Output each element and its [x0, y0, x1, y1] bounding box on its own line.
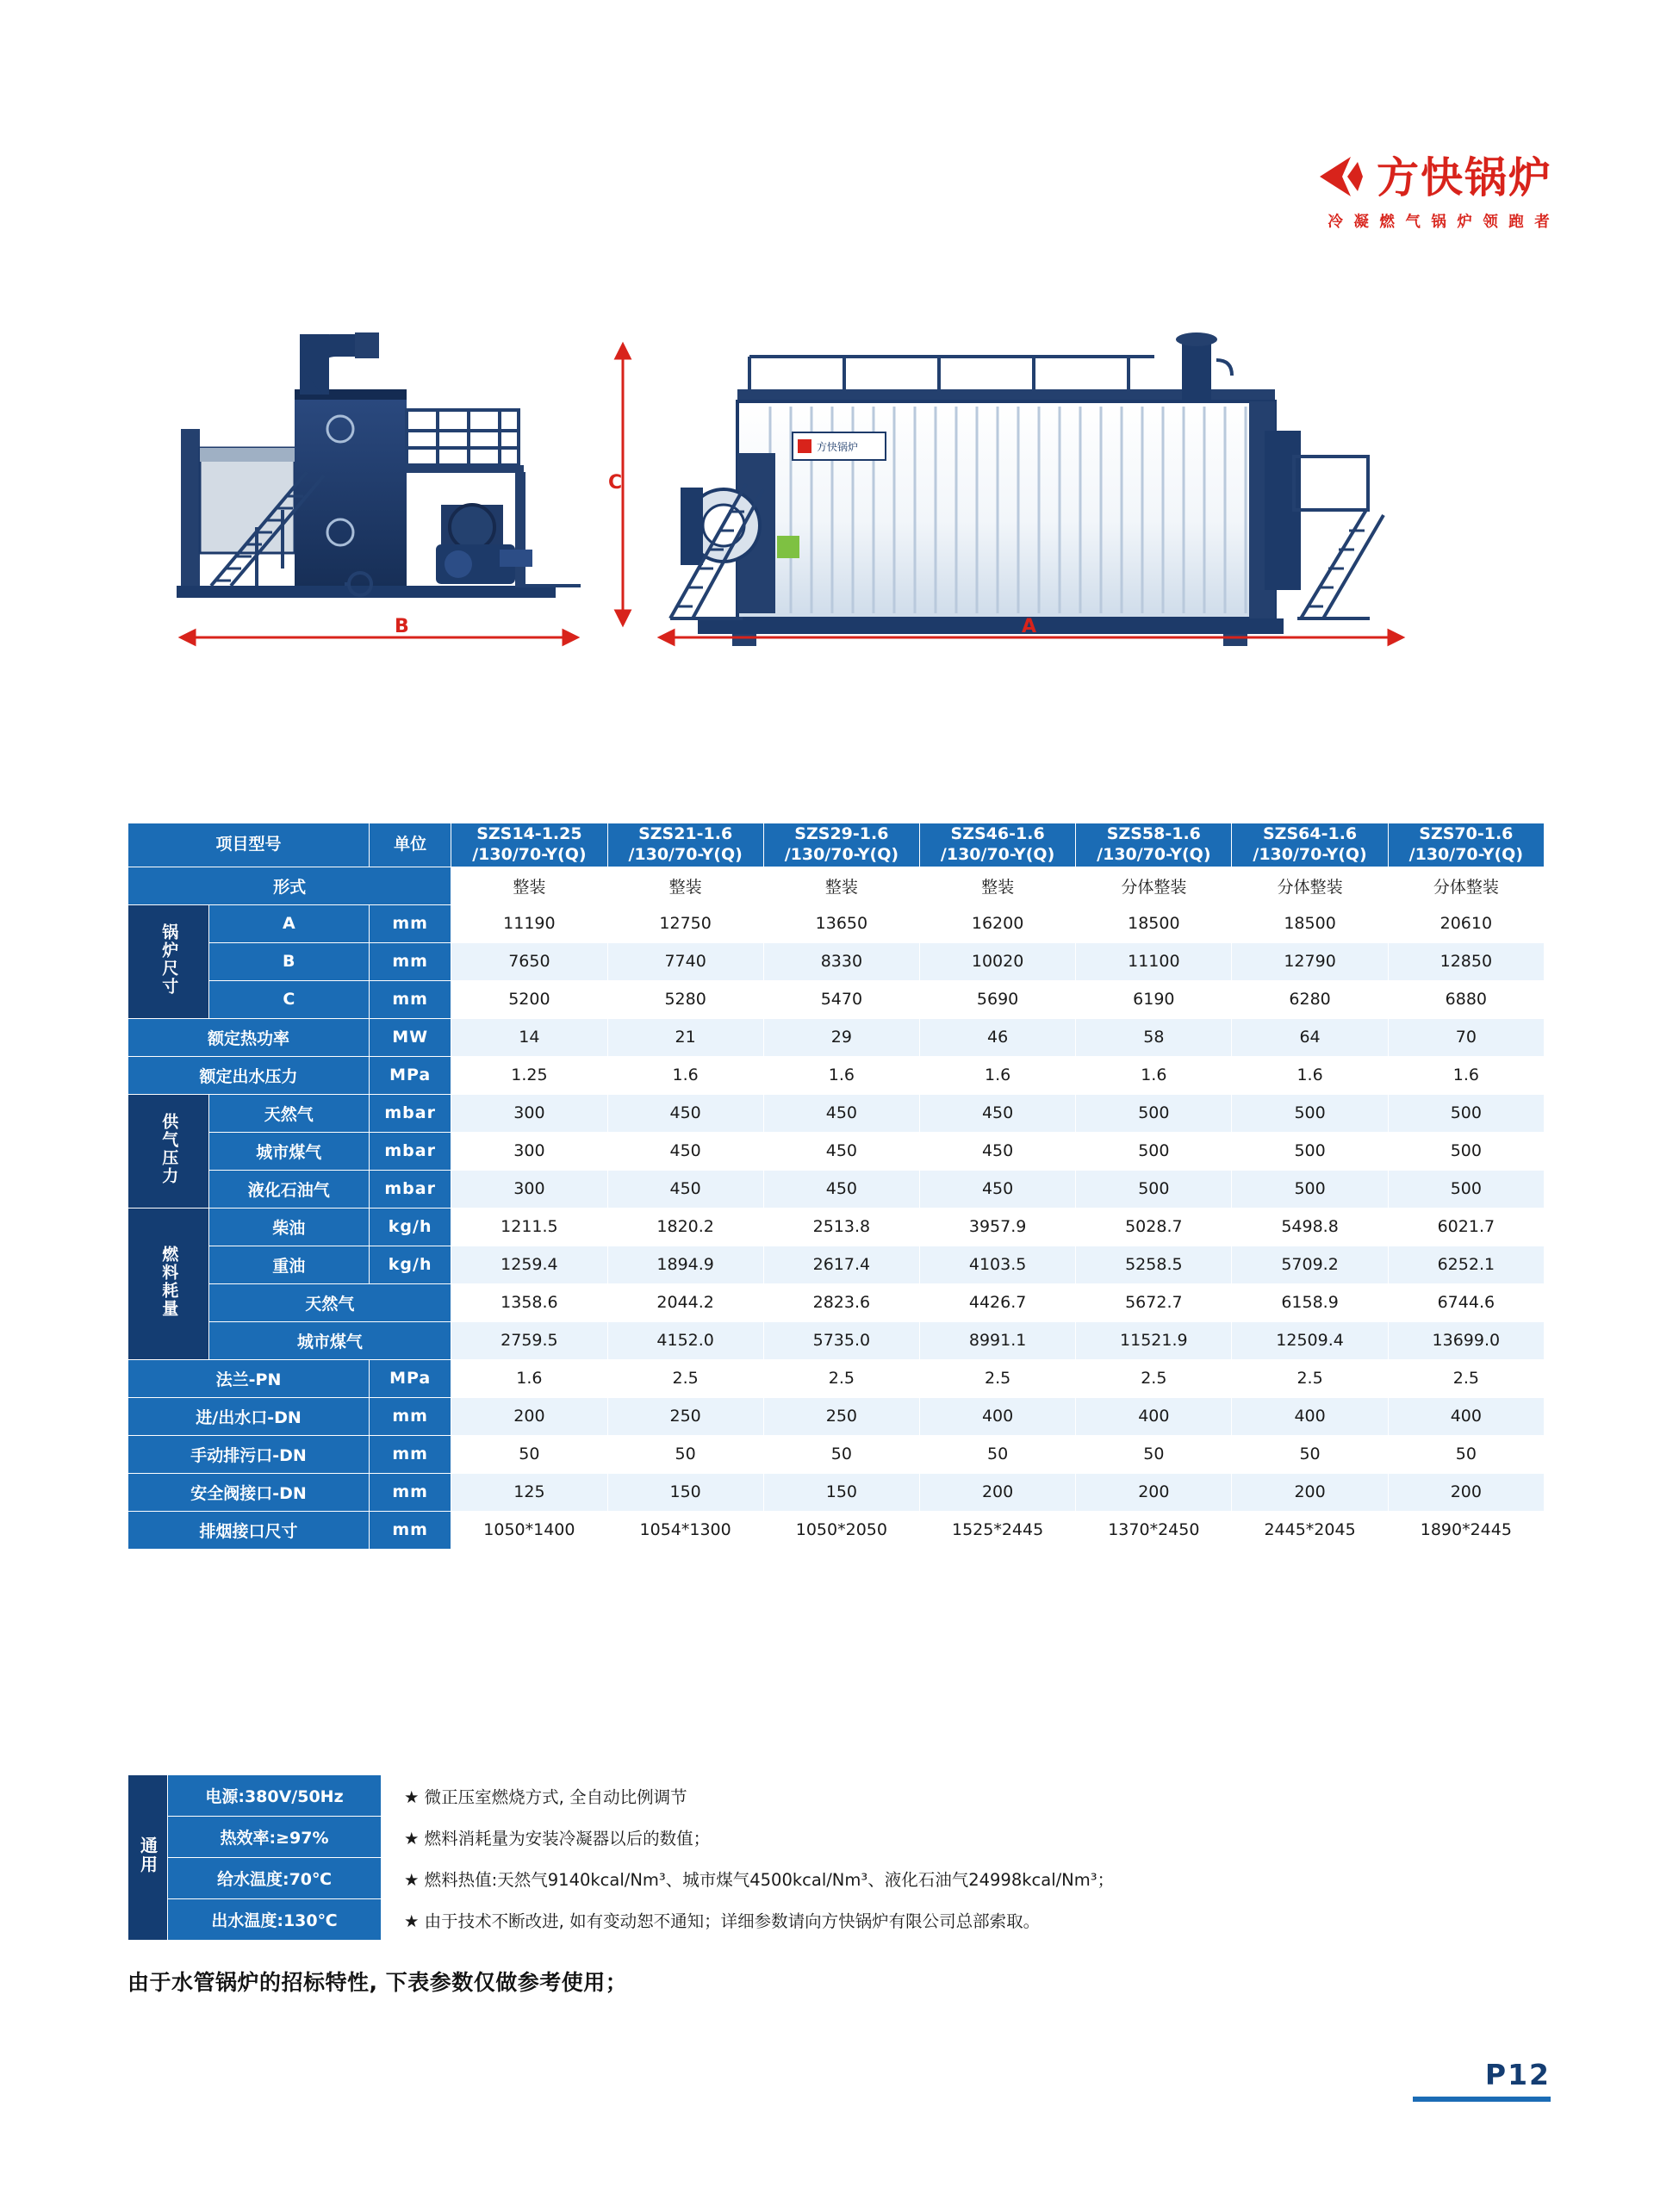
cell: 500: [1232, 1170, 1388, 1208]
cell: 1.6: [919, 1056, 1075, 1094]
dimension-label-a: A: [1022, 616, 1037, 637]
cell: 12790: [1232, 942, 1388, 980]
cell: 2.5: [763, 1359, 919, 1397]
cell: 整装: [607, 867, 763, 904]
cell: 500: [1076, 1132, 1232, 1170]
cell: 1894.9: [607, 1246, 763, 1283]
cell: 6021.7: [1388, 1208, 1544, 1246]
cell: 450: [763, 1132, 919, 1170]
cell: 整装: [919, 867, 1075, 904]
note-text: ★ 燃料热值:天然气9140kcal/Nm³、城市煤气4500kcal/Nm³、液化石油气24998kcal/Nm³；: [382, 1858, 1545, 1899]
cell: 3957.9: [919, 1208, 1075, 1246]
cell: 450: [919, 1170, 1075, 1208]
table-row: [128, 1246, 1545, 1283]
cell: 1.6: [607, 1056, 763, 1094]
row-unit: mm: [370, 1435, 451, 1473]
cell: 1358.6: [451, 1283, 607, 1321]
cell: 18500: [1232, 904, 1388, 942]
cell: 5470: [763, 980, 919, 1018]
row-label: 法兰-PN: [128, 1359, 370, 1397]
cell: 18500: [1076, 904, 1232, 942]
header-row-label: 项目型号: [128, 823, 370, 867]
cell: 58: [1076, 1018, 1232, 1056]
cell: 5498.8: [1232, 1208, 1388, 1246]
row-label: 额定出水压力: [128, 1056, 370, 1094]
group-label-fuel-text: 燃料耗量: [159, 1245, 179, 1318]
model-name-0: SZS14-1.25 /130/70-Y(Q): [472, 824, 587, 864]
cell: 300: [451, 1132, 607, 1170]
page-number: P12: [1484, 2058, 1551, 2091]
table-header-row: [128, 823, 1545, 867]
table-row: [128, 1473, 1545, 1511]
cell: 2.5: [919, 1359, 1075, 1397]
flame-arrow-icon: [1311, 153, 1365, 202]
cell: 400: [1388, 1397, 1544, 1435]
table-row: [128, 1283, 1545, 1321]
cell: 450: [763, 1094, 919, 1132]
cell: 450: [919, 1094, 1075, 1132]
row-label: A: [208, 904, 369, 942]
group-label-size: [128, 904, 209, 1018]
row-label: B: [208, 942, 369, 980]
row-label: 城市煤气: [208, 1321, 451, 1359]
cell: 5709.2: [1232, 1246, 1388, 1283]
cell: 4426.7: [919, 1283, 1075, 1321]
note-text: ★ 微正压室燃烧方式, 全自动比例调节: [382, 1775, 1545, 1817]
cell: 500: [1232, 1132, 1388, 1170]
table-row: [128, 1435, 1545, 1473]
row-label: 排烟接口尺寸: [128, 1511, 370, 1549]
brand-name: 方快锅炉: [1376, 152, 1552, 202]
cell: 200: [1076, 1473, 1232, 1511]
model-header-5: [1232, 823, 1388, 867]
cell: 1050*2050: [763, 1511, 919, 1549]
cell: 分体整装: [1388, 867, 1544, 904]
cell: 5280: [607, 980, 763, 1018]
cell: 12509.4: [1232, 1321, 1388, 1359]
cell: 2445*2045: [1232, 1511, 1388, 1549]
note-row: [128, 1858, 1545, 1899]
row-label: C: [208, 980, 369, 1018]
general-notes-table: [127, 1774, 1545, 1941]
cell: 10020: [919, 942, 1075, 980]
cell: 11521.9: [1076, 1321, 1232, 1359]
row-unit: MW: [370, 1018, 451, 1056]
row-unit: kg/h: [370, 1208, 451, 1246]
note-text: ★ 燃料消耗量为安装冷凝器以后的数值；: [382, 1817, 1545, 1858]
table-row: [128, 942, 1545, 980]
cell: 6280: [1232, 980, 1388, 1018]
note-row: [128, 1775, 1545, 1817]
cell: 1259.4: [451, 1246, 607, 1283]
cell: 29: [763, 1018, 919, 1056]
brand-slogan: 冷 凝 燃 气 锅 炉 领 跑 者: [1328, 214, 1552, 231]
cell: 2513.8: [763, 1208, 919, 1246]
cell: 400: [919, 1397, 1075, 1435]
note-key: 热效率:≥97%: [168, 1817, 382, 1858]
cell: 50: [1388, 1435, 1544, 1473]
cell: 2759.5: [451, 1321, 607, 1359]
cell: 500: [1232, 1094, 1388, 1132]
cell: 1.25: [451, 1056, 607, 1094]
cell: 200: [1388, 1473, 1544, 1511]
model-header-3: [919, 823, 1075, 867]
model-name-6: SZS70-1.6 /130/70-Y(Q): [1408, 824, 1524, 864]
cell: 1211.5: [451, 1208, 607, 1246]
row-label: 额定热功率: [128, 1018, 370, 1056]
cell: 1.6: [763, 1056, 919, 1094]
cell: 1.6: [1076, 1056, 1232, 1094]
group-label-gas-pressure: [128, 1094, 209, 1208]
model-header-4: [1076, 823, 1232, 867]
cell: 2.5: [607, 1359, 763, 1397]
table-row: [128, 1321, 1545, 1359]
cell: 450: [607, 1094, 763, 1132]
cell: 50: [1076, 1435, 1232, 1473]
cell: 4152.0: [607, 1321, 763, 1359]
model-header-0: [451, 823, 607, 867]
cell: 450: [763, 1170, 919, 1208]
cell: 2617.4: [763, 1246, 919, 1283]
dimension-label-c: C: [608, 472, 623, 494]
row-label: 安全阀接口-DN: [128, 1473, 370, 1511]
cell: 5258.5: [1076, 1246, 1232, 1283]
table-row: [128, 1018, 1545, 1056]
row-label-form: 形式: [128, 867, 451, 904]
header-unit-label: 单位: [370, 823, 451, 867]
cell: 8330: [763, 942, 919, 980]
cell: 300: [451, 1094, 607, 1132]
table-row: [128, 904, 1545, 942]
cell: 6880: [1388, 980, 1544, 1018]
cell: 500: [1076, 1170, 1232, 1208]
cell: 5028.7: [1076, 1208, 1232, 1246]
cell: 5690: [919, 980, 1075, 1018]
cell: 1820.2: [607, 1208, 763, 1246]
row-unit: MPa: [370, 1056, 451, 1094]
cell: 150: [763, 1473, 919, 1511]
cell: 400: [1076, 1397, 1232, 1435]
cell: 整装: [763, 867, 919, 904]
note-text: ★ 由于技术不断改进, 如有变动恕不通知；详细参数请向方快锅炉有限公司总部索取。: [382, 1899, 1545, 1941]
group-label-size-text: 锅炉尺寸: [159, 923, 179, 996]
row-unit: mm: [370, 904, 451, 942]
cell: 50: [919, 1435, 1075, 1473]
model-header-1: [607, 823, 763, 867]
cell: 13699.0: [1388, 1321, 1544, 1359]
cell: 400: [1232, 1397, 1388, 1435]
cell: 2.5: [1076, 1359, 1232, 1397]
table-row: [128, 980, 1545, 1018]
cell: 70: [1388, 1018, 1544, 1056]
cell: 50: [451, 1435, 607, 1473]
cell: 7650: [451, 942, 607, 980]
cell: 1525*2445: [919, 1511, 1075, 1549]
cell: 5672.7: [1076, 1283, 1232, 1321]
row-unit: mm: [370, 1511, 451, 1549]
cell: 50: [607, 1435, 763, 1473]
row-unit: mm: [370, 1473, 451, 1511]
cell: 11100: [1076, 942, 1232, 980]
cell: 7740: [607, 942, 763, 980]
table-row: [128, 1208, 1545, 1246]
cell: 8991.1: [919, 1321, 1075, 1359]
model-name-5: SZS64-1.6 /130/70-Y(Q): [1253, 824, 1367, 864]
cell: 500: [1388, 1094, 1544, 1132]
cell: 150: [607, 1473, 763, 1511]
row-label: 进/出水口-DN: [128, 1397, 370, 1435]
cell: 21: [607, 1018, 763, 1056]
model-name-2: SZS29-1.6 /130/70-Y(Q): [784, 824, 899, 864]
cell: 2044.2: [607, 1283, 763, 1321]
cell: 2.5: [1232, 1359, 1388, 1397]
table-row: [128, 1094, 1545, 1132]
cell: 分体整装: [1232, 867, 1388, 904]
cell: 14: [451, 1018, 607, 1056]
page-number-bar: [1413, 2097, 1551, 2102]
row-label: 天然气: [208, 1283, 451, 1321]
row-label: 城市煤气: [208, 1132, 369, 1170]
row-unit: mm: [370, 1397, 451, 1435]
cell: 300: [451, 1170, 607, 1208]
cell: 5200: [451, 980, 607, 1018]
table-row: [128, 867, 1545, 904]
cell: 2.5: [1388, 1359, 1544, 1397]
group-label-gas-pressure-text: 供气压力: [159, 1112, 179, 1185]
cell: 分体整装: [1076, 867, 1232, 904]
cell: 450: [607, 1132, 763, 1170]
cell: 6190: [1076, 980, 1232, 1018]
row-label: 重油: [208, 1246, 369, 1283]
cell: 6744.6: [1388, 1283, 1544, 1321]
dimension-label-b: B: [395, 616, 409, 637]
boiler-illustration: [129, 327, 1542, 741]
row-unit: mm: [370, 980, 451, 1018]
row-unit: MPa: [370, 1359, 451, 1397]
row-unit: mbar: [370, 1094, 451, 1132]
table-row: [128, 1132, 1545, 1170]
cell: 200: [1232, 1473, 1388, 1511]
notes-group-label: [128, 1775, 168, 1941]
model-header-6: [1388, 823, 1544, 867]
cell: 4103.5: [919, 1246, 1075, 1283]
table-row: [128, 1170, 1545, 1208]
cell: 16200: [919, 904, 1075, 942]
cell: 450: [607, 1170, 763, 1208]
model-name-4: SZS58-1.6 /130/70-Y(Q): [1097, 824, 1211, 864]
note-row: [128, 1817, 1545, 1858]
note-key: 出水温度:130℃: [168, 1899, 382, 1941]
table-row: [128, 1397, 1545, 1435]
row-unit: mm: [370, 942, 451, 980]
footnote-text: 由于水管锅炉的招标特性, 下表参数仅做参考使用；: [127, 1970, 628, 1995]
cell: 46: [919, 1018, 1075, 1056]
page-number-block: [1413, 2060, 1551, 2102]
cell: 1.6: [1388, 1056, 1544, 1094]
notes-group-label-text: 通用: [137, 1836, 159, 1874]
cell: 50: [763, 1435, 919, 1473]
cell: 450: [919, 1132, 1075, 1170]
cell: 250: [607, 1397, 763, 1435]
cell: 12850: [1388, 942, 1544, 980]
cell: 200: [451, 1397, 607, 1435]
table-row: [128, 1056, 1545, 1094]
cell: 500: [1388, 1170, 1544, 1208]
row-label: 柴油: [208, 1208, 369, 1246]
cell: 20610: [1388, 904, 1544, 942]
cell: 250: [763, 1397, 919, 1435]
cell: 2823.6: [763, 1283, 919, 1321]
cell: 1890*2445: [1388, 1511, 1544, 1549]
cell: 1.6: [451, 1359, 607, 1397]
row-unit: mbar: [370, 1132, 451, 1170]
group-label-fuel: [128, 1208, 209, 1359]
cell: 6158.9: [1232, 1283, 1388, 1321]
cell: 200: [919, 1473, 1075, 1511]
cell: 整装: [451, 867, 607, 904]
brand-logo: [1311, 153, 1552, 232]
model-name-1: SZS21-1.6 /130/70-Y(Q): [628, 824, 743, 864]
cell: 500: [1076, 1094, 1232, 1132]
cell: 11190: [451, 904, 607, 942]
model-header-2: [763, 823, 919, 867]
cell: 5735.0: [763, 1321, 919, 1359]
row-label: 天然气: [208, 1094, 369, 1132]
cell: 1.6: [1232, 1056, 1388, 1094]
row-unit: mbar: [370, 1170, 451, 1208]
logo-row: [1311, 153, 1552, 202]
cell: 64: [1232, 1018, 1388, 1056]
cell: 125: [451, 1473, 607, 1511]
row-unit: kg/h: [370, 1246, 451, 1283]
row-label: 手动排污口-DN: [128, 1435, 370, 1473]
cell: 50: [1232, 1435, 1388, 1473]
cell: 500: [1388, 1132, 1544, 1170]
note-key: 电源:380V/50Hz: [168, 1775, 382, 1817]
svg-text:方快锅炉: 方快锅炉: [817, 441, 859, 453]
cell: 1370*2450: [1076, 1511, 1232, 1549]
row-label: 液化石油气: [208, 1170, 369, 1208]
table-row: [128, 1359, 1545, 1397]
table-row: [128, 1511, 1545, 1549]
cell: 1050*1400: [451, 1511, 607, 1549]
specification-table: [127, 823, 1545, 1550]
note-key: 给水温度:70℃: [168, 1858, 382, 1899]
model-name-3: SZS46-1.6 /130/70-Y(Q): [940, 824, 1055, 864]
cell: 6252.1: [1388, 1246, 1544, 1283]
note-row: [128, 1899, 1545, 1941]
cell: 13650: [763, 904, 919, 942]
cell: 12750: [607, 904, 763, 942]
cell: 1054*1300: [607, 1511, 763, 1549]
